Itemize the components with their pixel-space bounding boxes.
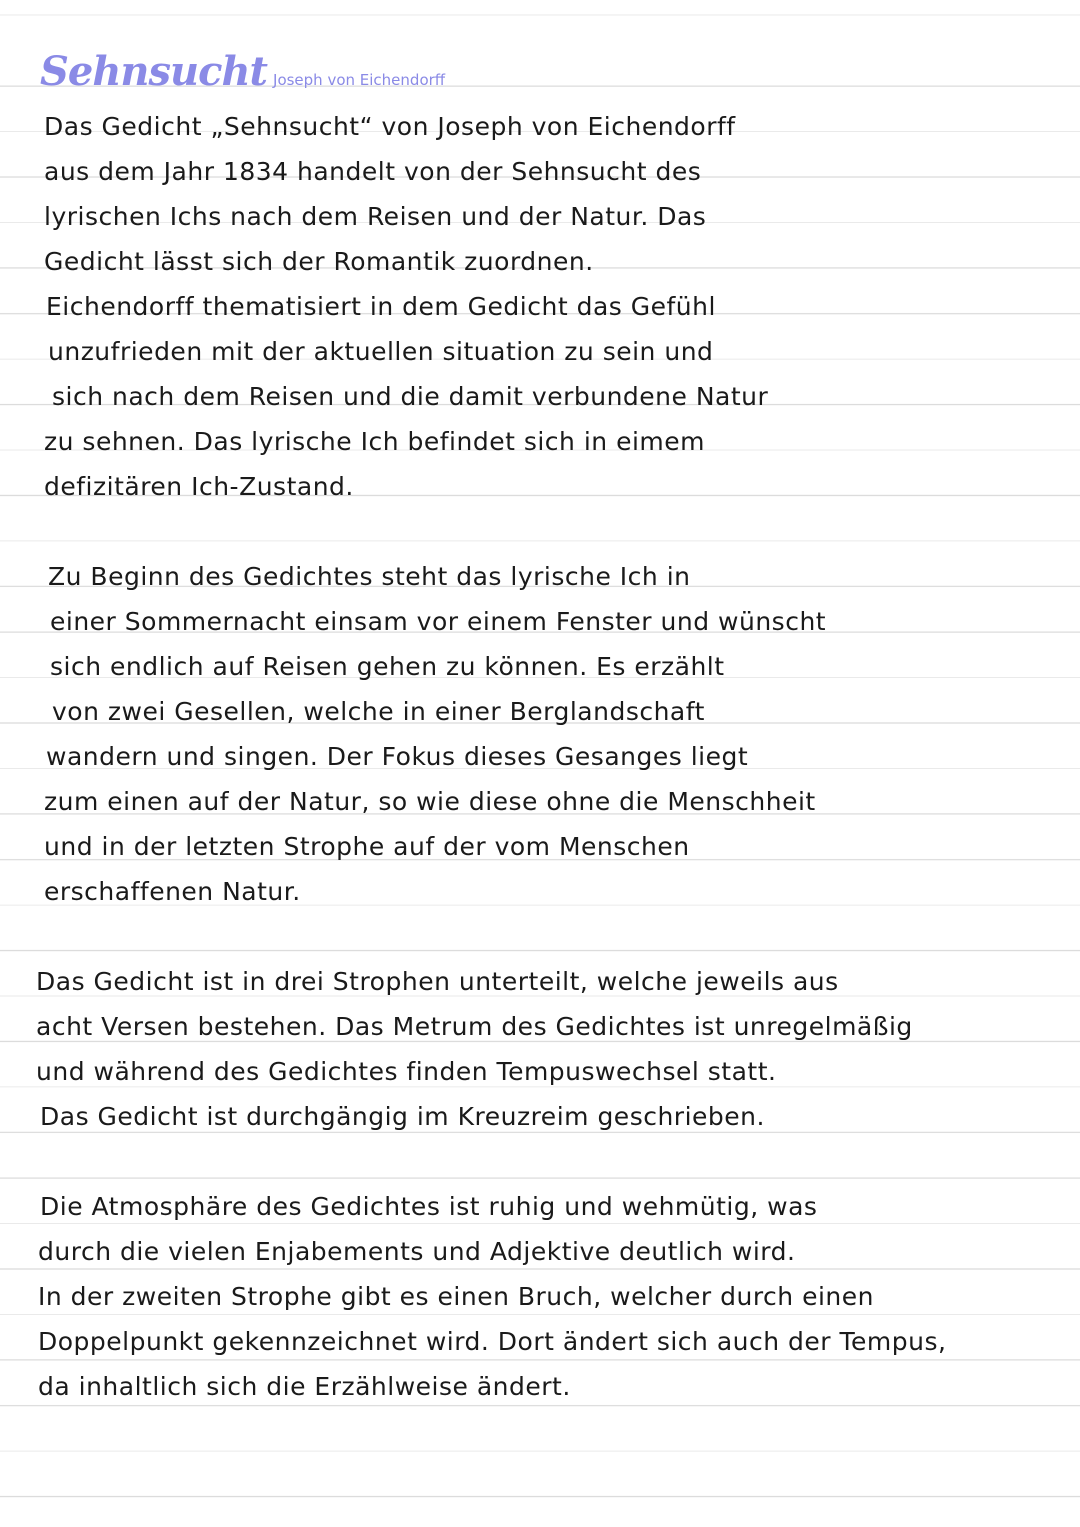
text-line: Eichendorff thematisiert in dem Gedicht das Gefühl bbox=[46, 292, 716, 321]
text-line: da inhaltlich sich die Erzählweise ändert. bbox=[38, 1372, 571, 1401]
text-line: Das Gedicht ist in drei Strophen unterteilt, welche jeweils aus bbox=[36, 967, 839, 996]
page-title: Sehnsucht bbox=[40, 48, 268, 95]
text-line: aus dem Jahr 1834 handelt von der Sehnsucht des bbox=[44, 157, 702, 186]
text-line: sich nach dem Reisen und die damit verbundene Natur bbox=[52, 382, 769, 411]
text-line: acht Versen bestehen. Das Metrum des Gedichtes ist unregelmäßig bbox=[36, 1012, 913, 1041]
text-line: und während des Gedichtes finden Tempuswechsel statt. bbox=[36, 1057, 777, 1086]
text-line: Das Gedicht „Sehnsucht“ von Joseph von Eichendorff bbox=[44, 112, 736, 141]
text-line: In der zweiten Strophe gibt es einen Bruch, welcher durch einen bbox=[38, 1282, 874, 1311]
text-line: lyrischen Ichs nach dem Reisen und der Natur. Das bbox=[44, 202, 707, 231]
text-line: Zu Beginn des Gedichtes steht das lyrische Ich in bbox=[48, 562, 691, 591]
author-name: Joseph von Eichendorff bbox=[273, 71, 446, 89]
text-line: durch die vielen Enjabements und Adjektive deutlich wird. bbox=[38, 1237, 796, 1266]
text-line: und in der letzten Strophe auf der vom Menschen bbox=[44, 832, 690, 861]
text-line: Die Atmosphäre des Gedichtes ist ruhig und wehmütig, was bbox=[40, 1192, 818, 1221]
text-line: zum einen auf der Natur, so wie diese ohne die Menschheit bbox=[44, 787, 816, 816]
text-line: Gedicht lässt sich der Romantik zuordnen. bbox=[44, 247, 594, 276]
text-line: defizitären Ich-Zustand. bbox=[44, 472, 354, 501]
text-line: wandern und singen. Der Fokus dieses Gesanges liegt bbox=[46, 742, 749, 771]
text-line: zu sehnen. Das lyrische Ich befindet sich in eimem bbox=[44, 427, 705, 456]
text-line: einer Sommernacht einsam vor einem Fenster und wünscht bbox=[50, 607, 827, 636]
text-line: von zwei Gesellen, welche in einer Berglandschaft bbox=[52, 697, 705, 726]
text-line: Das Gedicht ist durchgängig im Kreuzreim geschrieben. bbox=[40, 1102, 765, 1131]
text-line: unzufrieden mit der aktuellen situation zu sein und bbox=[48, 337, 714, 366]
text-line: erschaffenen Natur. bbox=[44, 877, 301, 906]
heading bbox=[40, 48, 445, 95]
text-line: Doppelpunkt gekennzeichnet wird. Dort ändert sich auch der Tempus, bbox=[38, 1327, 947, 1356]
text-line: sich endlich auf Reisen gehen zu können. Es erzählt bbox=[50, 652, 725, 681]
